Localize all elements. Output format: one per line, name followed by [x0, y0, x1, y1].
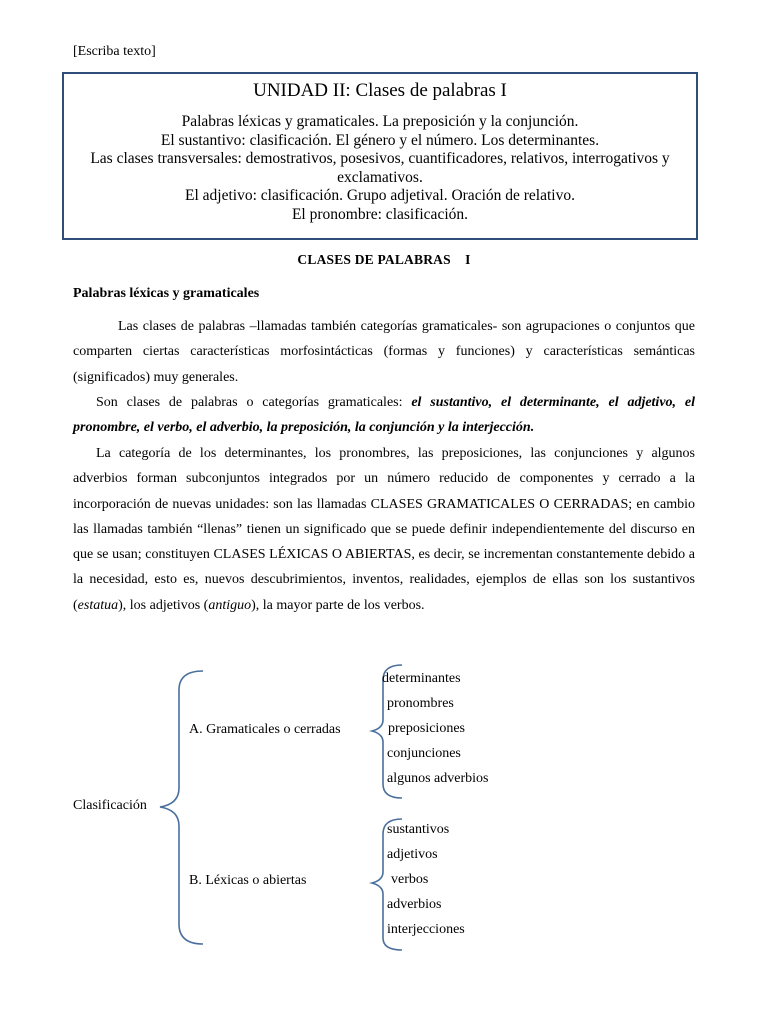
- example-word: estatua: [77, 597, 119, 613]
- group-a-item: determinantes: [382, 671, 461, 686]
- header-placeholder: [Escriba texto]: [73, 44, 156, 59]
- unit-title: UNIDAD II: Clases de palabras I: [253, 80, 507, 101]
- section-title: CLASES DE PALABRAS I: [297, 252, 471, 267]
- subheading: Palabras léxicas y gramaticales: [73, 286, 260, 301]
- paragraph-text: ), la mayor parte de los verbos.: [251, 597, 425, 613]
- classification-root: Clasificación: [73, 798, 147, 813]
- group-a-item: preposiciones: [388, 721, 465, 736]
- paragraph-definition: Las clases de palabras –llamadas también categorías gramaticales- son agrupaciones o conjuntos que comparten ciertas características morfosintácticas (formas y funciones) y características semánticas (significados) muy generales.: [73, 319, 695, 385]
- unit-topic-line: Las clases transversales: demostrativos, posesivos, cuantificadores, relativos, interrogativos y exclamativos.: [90, 150, 670, 186]
- paragraph-text: La categoría de los determinantes, los pronombres, las preposiciones, las conjunciones y algunos adverbios forman subconjuntos integrados por un número reducido de componentes y cerrado a la incorporación de nuevas unidades: son las llamadas CLASES GRAMATICALES O CERRADAS; en cambio las llamadas también “llenas” tienen un significado que se puede definir independientemente del discurso en que se usan; constituyen CLASES LÉXICAS O ABIERTAS, es decir, se incrementan constantemente debido a la necesidad, esto es, nuevos descubrimientos, inventos, realidades, ejemplos de ellas son los sustantivos (: [73, 446, 695, 613]
- group-b-item: interjecciones: [387, 922, 465, 937]
- group-b-item: sustantivos: [387, 822, 450, 837]
- group-a-item: conjunciones: [387, 746, 461, 761]
- unit-topic-line: Palabras léxicas y gramaticales. La preposición y la conjunción.: [181, 113, 579, 130]
- group-b-item: verbos: [391, 872, 429, 887]
- group-b-item: adverbios: [387, 897, 442, 912]
- paragraph-text: Son clases de palabras o categorías gramaticales:: [96, 395, 412, 410]
- example-word: antiguo: [208, 597, 252, 613]
- unit-topic-line: El adjetivo: clasificación. Grupo adjetival. Oración de relativo.: [185, 187, 575, 204]
- group-b-item: adjetivos: [387, 847, 438, 862]
- main-brace: [160, 671, 203, 944]
- group-b-label: B. Léxicas o abiertas: [189, 873, 307, 888]
- unit-topic-line: El pronombre: clasificación.: [291, 205, 469, 223]
- unit-topic-line: El sustantivo: clasificación. El género y el número. Los determinantes.: [160, 131, 600, 149]
- group-a-item: algunos adverbios: [387, 771, 489, 786]
- group-a-item: pronombres: [387, 696, 454, 711]
- group-a-label: A. Gramaticales o cerradas: [189, 722, 341, 737]
- paragraph-text: ), los adjetivos (: [118, 597, 209, 613]
- categories-list: el sustantivo, el determinante, el adjetivo, el pronombre, el verbo, el adverbio, la preposición, la conjunción y la interjección.: [73, 395, 695, 436]
